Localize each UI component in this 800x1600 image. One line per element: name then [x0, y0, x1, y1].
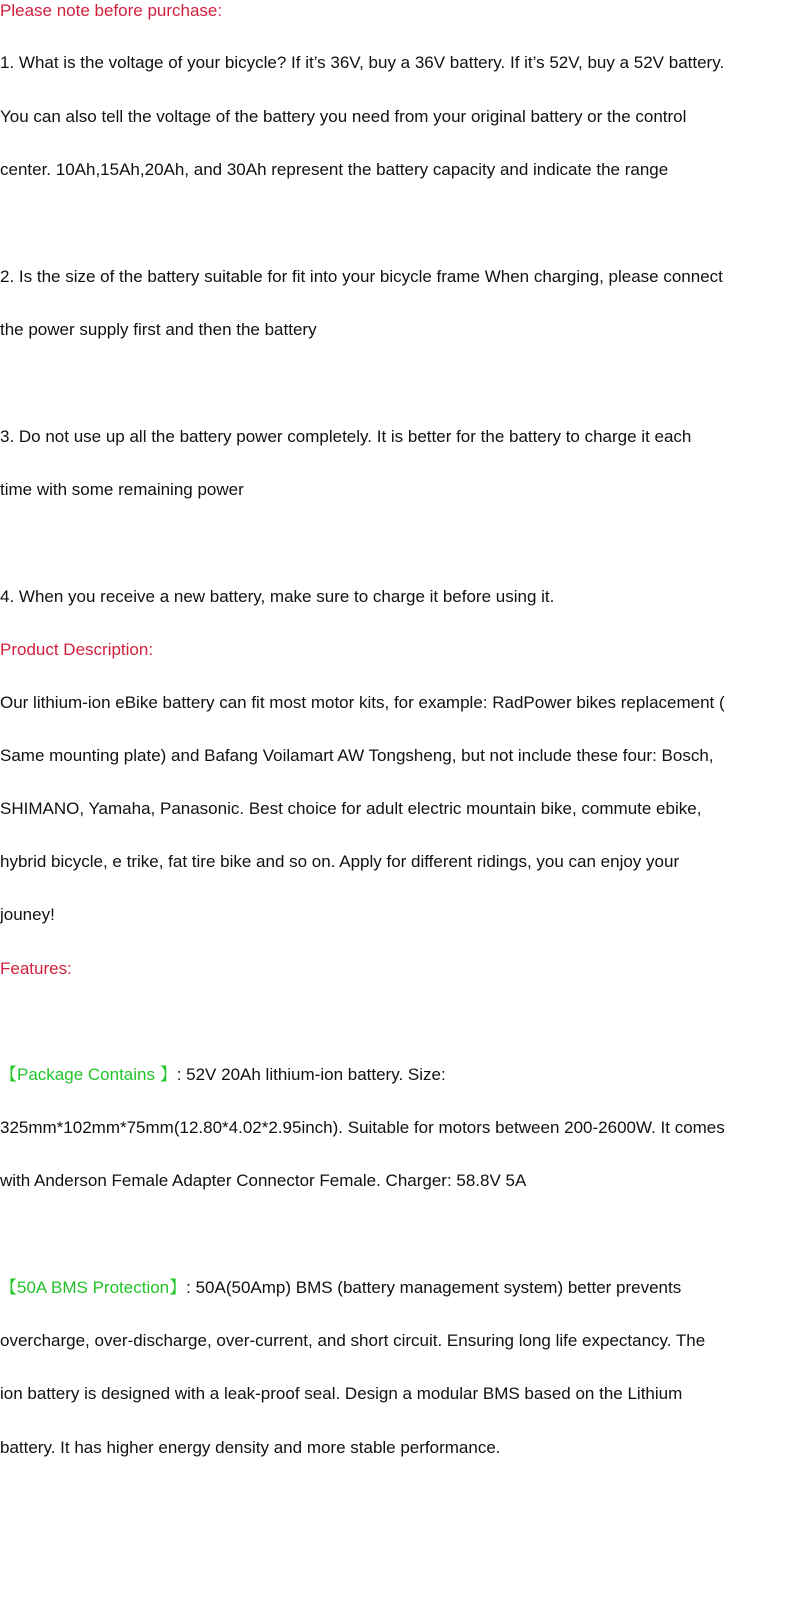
- feature-bms-text: : 50A(50Amp) BMS (battery management system) better prevents: [186, 1278, 682, 1297]
- description-heading: Product Description:: [0, 640, 154, 659]
- note-item-2-line-1: 2. Is the size of the battery suitable for fit into your bicycle frame When charging, please connect: [0, 267, 723, 286]
- note-item-3-line-1: 3. Do not use up all the battery power completely. It is better for the battery to charge it each: [0, 427, 692, 446]
- feature-package-first-line: [0, 1064, 446, 1086]
- description-line-4: hybrid bicycle, e trike, fat tire bike and so on. Apply for different ridings, you can enjoy your: [0, 852, 680, 871]
- description-line-3: SHIMANO, Yamaha, Panasonic. Best choice for adult electric mountain bike, commute ebike,: [0, 799, 702, 818]
- feature-bms-first-line: [0, 1277, 681, 1299]
- feature-bms-line-4: battery. It has higher energy density and more stable performance.: [0, 1438, 501, 1457]
- feature-bms-label: 【50A BMS Protection】: [0, 1278, 187, 1297]
- note-item-1-line-1: 1. What is the voltage of your bicycle? If it’s 36V, buy a 36V battery. If it’s 52V, buy a 52V battery.: [0, 53, 725, 72]
- description-line-1: Our lithium-ion eBike battery can fit most motor kits, for example: RadPower bikes replacement (: [0, 693, 725, 712]
- feature-package-line-3: with Anderson Female Adapter Connector Female. Charger: 58.8V 5A: [0, 1171, 527, 1190]
- feature-package-line-2: 325mm*102mm*75mm(12.80*4.02*2.95inch). Suitable for motors between 200-2600W. It comes: [0, 1118, 725, 1137]
- note-item-4-line-1: 4. When you receive a new battery, make sure to charge it before using it.: [0, 587, 555, 606]
- note-item-2-line-2: the power supply first and then the battery: [0, 320, 317, 339]
- note-heading: Please note before purchase:: [0, 1, 223, 20]
- feature-package-text: : 52V 20Ah lithium-ion battery. Size:: [176, 1065, 446, 1084]
- feature-bms-line-3: ion battery is designed with a leak-proof seal. Design a modular BMS based on the Lithium: [0, 1384, 683, 1403]
- feature-bms-line-2: overcharge, over-discharge, over-current, and short circuit. Ensuring long life expectancy. The: [0, 1331, 706, 1350]
- note-item-3-line-2: time with some remaining power: [0, 480, 244, 499]
- description-line-5: jouney!: [0, 905, 55, 924]
- features-heading: Features:: [0, 959, 72, 978]
- note-item-1-line-2: You can also tell the voltage of the battery you need from your original battery or the control: [0, 107, 687, 126]
- feature-package-label: 【Package Contains 】: [0, 1065, 177, 1084]
- note-item-1-line-3: center. 10Ah,15Ah,20Ah, and 30Ah represent the battery capacity and indicate the range: [0, 160, 669, 179]
- description-line-2: Same mounting plate) and Bafang Voilamart AW Tongsheng, but not include these four: Bosch,: [0, 746, 714, 765]
